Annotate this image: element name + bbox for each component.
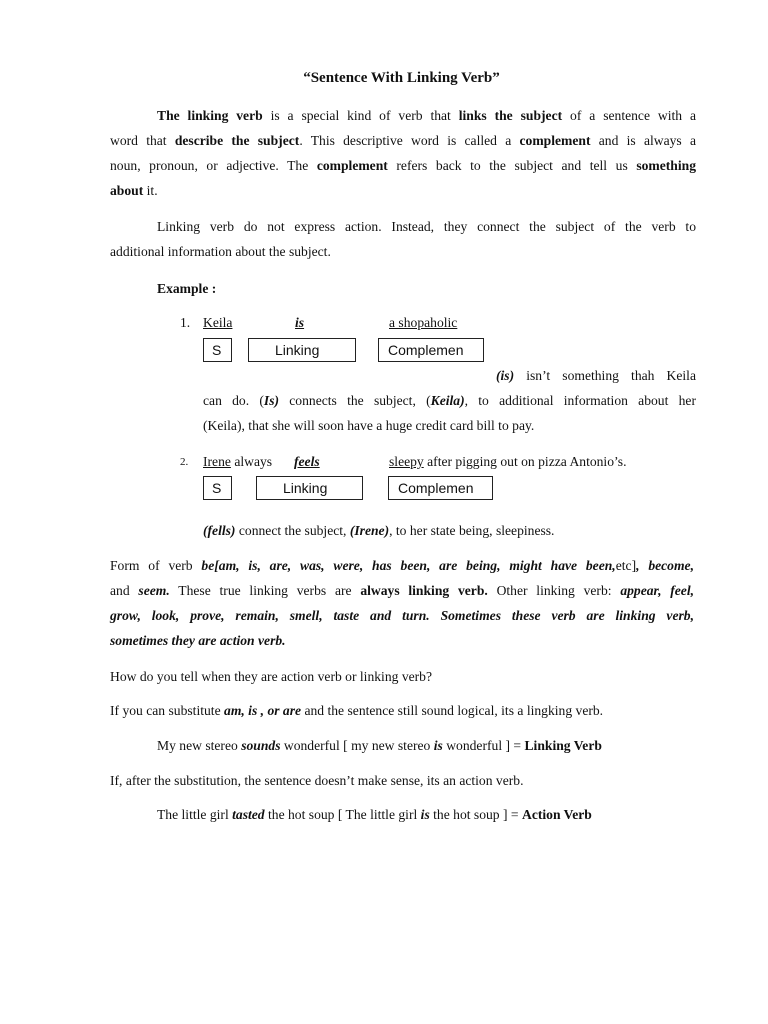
text: Form of verb bbox=[110, 558, 202, 573]
paragraph-definition bbox=[110, 103, 696, 178]
text: etc] bbox=[615, 558, 637, 573]
term-complement: complement bbox=[316, 158, 388, 173]
question-line: How do you tell when they are action verb or linking verb? bbox=[110, 669, 433, 684]
example-1-complement-box: Complemen bbox=[378, 338, 484, 362]
example-is: is bbox=[420, 807, 430, 822]
example-2-verb: feels bbox=[294, 454, 320, 469]
note-subject: (Irene) bbox=[349, 523, 390, 538]
example-2-sentence-end bbox=[389, 449, 626, 474]
forms-line-1 bbox=[110, 553, 694, 578]
text: always bbox=[230, 454, 273, 469]
text: wonderful ] = bbox=[442, 738, 525, 753]
forms-seem: seem. bbox=[138, 583, 170, 598]
text: . This descriptive word is called a bbox=[299, 133, 520, 148]
substitute-words: am, is , or are bbox=[224, 703, 302, 718]
text: it. bbox=[143, 183, 158, 198]
example-2-number: 2. bbox=[180, 456, 189, 468]
linking-verb-example bbox=[157, 733, 602, 758]
text: after pigging out on pizza Antonio’s. bbox=[423, 454, 627, 469]
paragraph-forms bbox=[110, 553, 694, 628]
note-verb: (fells) bbox=[203, 523, 236, 538]
example-1-linking-box: Linking bbox=[248, 338, 356, 362]
text: My new stereo bbox=[157, 738, 242, 753]
example-2-complement: sleepy bbox=[389, 454, 424, 469]
term-about: about bbox=[110, 183, 144, 198]
text: is a special kind of verb that bbox=[262, 108, 459, 123]
forms-line-4: sometimes they are action verb. bbox=[110, 633, 286, 648]
example-1-note-line-2 bbox=[203, 388, 696, 413]
example-1-verb: is bbox=[295, 315, 305, 330]
paragraph-no-action bbox=[110, 214, 696, 239]
text: connect the subject, bbox=[235, 523, 350, 538]
text: isn’t something thah Keila bbox=[514, 368, 696, 383]
definition-line-3 bbox=[110, 153, 696, 178]
text: of a sentence with a bbox=[562, 108, 696, 123]
text: word that bbox=[110, 133, 175, 148]
definition-line-1 bbox=[110, 103, 696, 128]
forms-become: , become, bbox=[636, 558, 694, 573]
forms-line-3: grow, look, prove, remain, smell, taste and turn. Sometimes these verb are linking verb, bbox=[110, 608, 694, 623]
term-complement: complement bbox=[519, 133, 591, 148]
example-label: Example : bbox=[157, 281, 217, 296]
example-2-note bbox=[203, 518, 554, 543]
example-1-note-line-1 bbox=[496, 363, 696, 388]
example-1-subject: Keila bbox=[203, 315, 233, 330]
text: the hot soup ] = bbox=[429, 807, 522, 822]
text: , to additional information about her bbox=[464, 393, 696, 408]
substitution-rule bbox=[110, 698, 603, 723]
example-verb: sounds bbox=[241, 738, 281, 753]
example-2-complement-box: Complemen bbox=[388, 476, 493, 500]
example-is: is bbox=[433, 738, 443, 753]
example-1-note bbox=[203, 388, 696, 413]
term-describe-subject: describe the subject bbox=[174, 133, 300, 148]
text: refers back to the subject and tell us bbox=[387, 158, 637, 173]
no-action-line-2: additional information about the subject. bbox=[110, 244, 331, 259]
text: , to her state being, sleepiness. bbox=[389, 523, 555, 538]
text: and is always a bbox=[590, 133, 696, 148]
note-verb: Is) bbox=[263, 393, 280, 408]
text: and bbox=[110, 583, 139, 598]
example-1-complement: a shopaholic bbox=[389, 315, 458, 330]
note-verb: (is) bbox=[496, 368, 515, 383]
definition-line-2 bbox=[110, 128, 696, 153]
example-2-linking-box: Linking bbox=[256, 476, 363, 500]
forms-always-linking: always linking verb. bbox=[360, 583, 488, 598]
text: the hot soup [ The little girl bbox=[264, 807, 421, 822]
action-verb-rule: If, after the substitution, the sentence doesn’t make sense, its an action verb. bbox=[110, 773, 524, 788]
example-verb: tasted bbox=[232, 807, 265, 822]
text: These true linking verbs are bbox=[169, 583, 361, 598]
forms-other: appear, feel, bbox=[620, 583, 695, 598]
text: If you can substitute bbox=[110, 703, 225, 718]
no-action-line-1: Linking verb do not express action. Instead, they connect the subject of the verb to bbox=[157, 219, 696, 234]
text: wonderful [ my new stereo bbox=[280, 738, 434, 753]
example-1-subject-box: S bbox=[203, 338, 232, 362]
text: noun, pronoun, or adjective. The bbox=[110, 158, 317, 173]
text: connects the subject, ( bbox=[279, 393, 431, 408]
page-title: “Sentence With Linking Verb” bbox=[303, 70, 500, 86]
example-2-sentence-start bbox=[203, 449, 272, 474]
term-something: something bbox=[636, 158, 696, 173]
term-linking-verb: The linking verb bbox=[157, 108, 263, 123]
text: can do. ( bbox=[203, 393, 264, 408]
action-verb-example bbox=[157, 802, 592, 827]
forms-be: be[am, is, are, was, were, has been, are being, might have been, bbox=[201, 558, 616, 573]
example-2-subject: Irene bbox=[203, 454, 231, 469]
example-result: Action Verb bbox=[522, 807, 592, 822]
term-links-subject: links the subject bbox=[458, 108, 563, 123]
example-1-note-line-3: (Keila), that she will soon have a huge credit card bill to pay. bbox=[203, 418, 535, 433]
text: Other linking verb: bbox=[487, 583, 621, 598]
example-2-subject-box: S bbox=[203, 476, 232, 500]
definition-line-4 bbox=[110, 178, 158, 203]
example-1-number: 1. bbox=[180, 315, 191, 330]
text: and the sentence still sound logical, its a lingking verb. bbox=[301, 703, 604, 718]
note-subject: Keila) bbox=[430, 393, 465, 408]
text: The little girl bbox=[157, 807, 233, 822]
forms-line-2 bbox=[110, 578, 694, 603]
example-result: Linking Verb bbox=[524, 738, 602, 753]
